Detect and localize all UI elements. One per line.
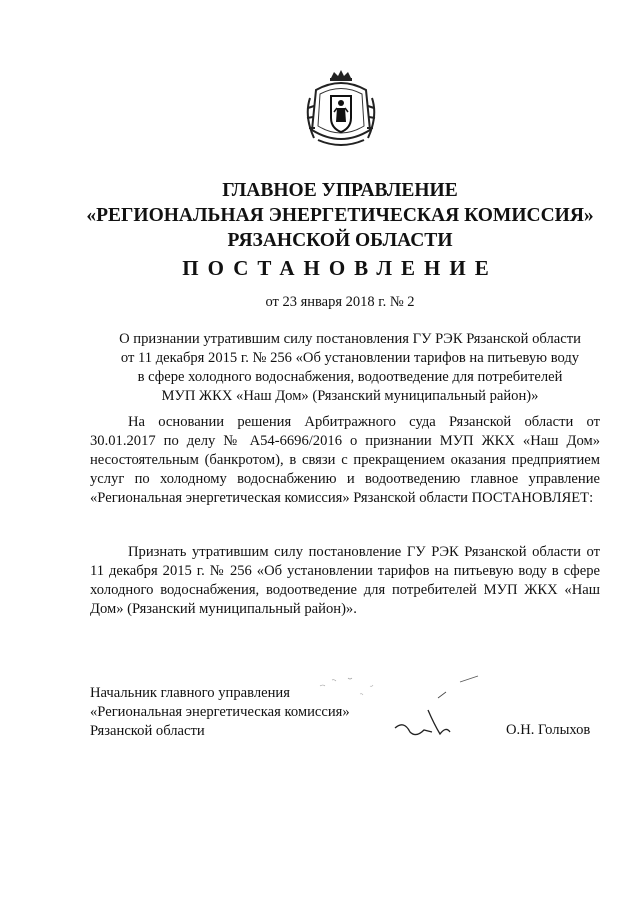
subject-line: О признании утратившим силу постановления ГУ РЭК Рязанской области <box>119 331 581 347</box>
header-line-1: ГЛАВНОЕ УПРАВЛЕНИЕ <box>222 180 458 201</box>
header-line-3: РЯЗАНСКОЙ ОБЛАСТИ <box>227 230 453 251</box>
header-line-2: «РЕГИОНАЛЬНАЯ ЭНЕРГЕТИЧЕСКАЯ КОМИССИЯ» <box>86 205 594 226</box>
handwritten-signature <box>300 672 500 752</box>
document-date-number: от 23 января 2018 г. № 2 <box>265 294 415 310</box>
document-type-title: ПОСТАНОВЛЕНИЕ <box>182 256 498 280</box>
signatory-name: О.Н. Голыхов <box>506 722 591 738</box>
document-subject <box>100 330 600 406</box>
subject-line: МУП ЖКХ «Наш Дом» (Рязанский муниципальный район)» <box>161 388 539 404</box>
position-line-3: Рязанской области <box>90 723 205 739</box>
position-line-2: «Региональная энергетическая комиссия» <box>90 704 350 720</box>
decision-paragraph: Признать утратившим силу постановление ГУ РЭК Рязанской области от 11 декабря 2015 г. № 256 «Об установлении тарифов на питьевую воду в сфере холодного водоснабжения, водоотведение для потребителей МУП ЖКХ «Наш Дом» (Рязанский муниципальный район)». <box>90 544 600 617</box>
subject-line: в сфере холодного водоснабжения, водоотведение для потребителей <box>137 369 563 385</box>
coat-of-arms-emblem <box>298 68 384 154</box>
position-line-1: Начальник главного управления <box>90 685 290 701</box>
authority-header <box>60 178 620 253</box>
subject-line: от 11 декабря 2015 г. № 256 «Об установлении тарифов на питьевую воду <box>120 350 580 366</box>
basis-paragraph: На основании решения Арбитражного суда Рязанской области от 30.01.2017 по делу № А54-6696/2016 о признании МУП ЖКХ «Наш Дом» несостоятельным (банкротом), в связи с прекращением оказания предприятием услуг по холодному водоснабжению и водоотведению главное управление «Региональная энергетическая комиссия» Рязанской области ПОСТАНОВЛЯЕТ: <box>90 414 600 506</box>
